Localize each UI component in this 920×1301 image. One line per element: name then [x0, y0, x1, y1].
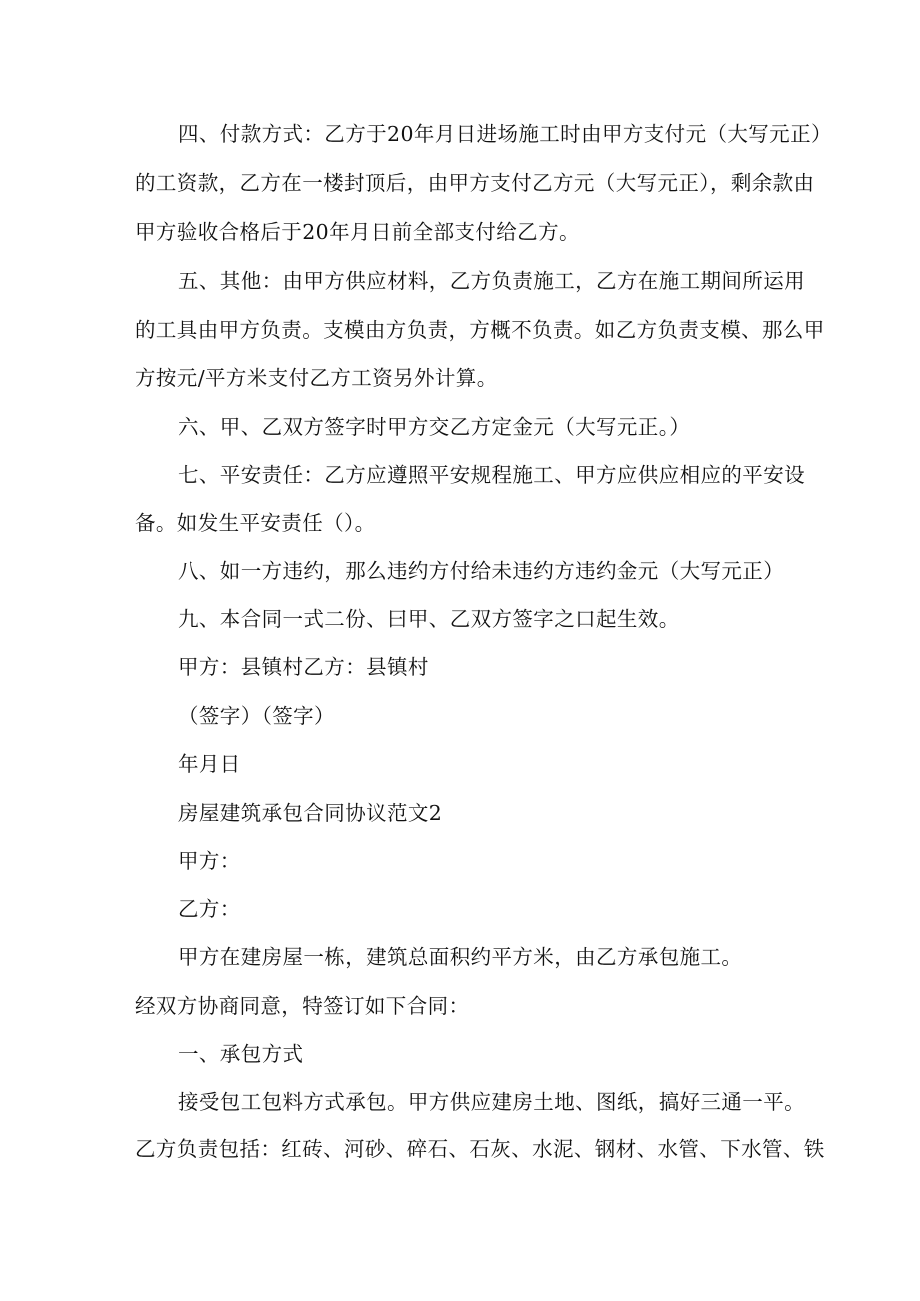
clause-4-payment-line-2: 的工资款，乙方在一楼封顶后，由甲方支付乙方元（大写元正），剩余款由: [135, 171, 815, 195]
clause-5-other-line-3: 方按元/平方米支付乙方工资另外计算。: [135, 366, 498, 390]
intro-line-1: 甲方在建房屋一栋，建筑总面积约平方米，由乙方承包施工。: [178, 945, 743, 969]
clause-4-payment-line-3: 甲方验收合格后于20年月日前全部支付给乙方。: [135, 220, 580, 244]
date-line: 年月日: [178, 752, 241, 776]
party-addresses: 甲方：县镇村乙方：县镇村: [178, 655, 429, 679]
clause-1-body-line-2: 乙方负责包括：红砖、河砂、碎石、石灰、水泥、钢材、水管、下水管、铁: [135, 1137, 825, 1161]
clause-1-body-line-1: 接受包工包料方式承包。甲方供应建房土地、图纸，搞好三通一平。: [178, 1090, 805, 1114]
signature-placeholders: （签字）（签字）: [178, 704, 335, 728]
clause-7-safety-line-1: 七、平安责任：乙方应遵照平安规程施工、甲方应供应相应的平安设: [178, 463, 805, 487]
clause-1-heading: 一、承包方式: [178, 1042, 304, 1066]
clause-5-other-line-1: 五、其他：由甲方供应材料，乙方负责施工，乙方在施工期间所运用: [178, 269, 805, 293]
section-heading: 房屋建筑承包合同协议范文2: [178, 801, 443, 825]
clause-5-other-line-2: 的工具由甲方负责。支模由方负责，方概不负责。如乙方负责支模、那么甲: [135, 318, 825, 342]
party-a-label: 甲方：: [178, 849, 241, 873]
clause-9-effect: 九、本合同一式二份、曰甲、乙双方签字之口起生效。: [178, 607, 680, 631]
party-b-label: 乙方：: [178, 897, 241, 921]
clause-8-breach: 八、如一方违约，那么违约方付给未违约方违约金元（大写元正）: [178, 559, 785, 583]
intro-line-2: 经双方协商同意，特签订如下合同：: [135, 994, 470, 1018]
clause-7-safety-line-2: 备。如发生平安责任（）。: [135, 511, 376, 535]
clause-4-payment-line-1: 四、付款方式：乙方于20年月日进场施工时由甲方支付元（大写元正）: [178, 122, 832, 146]
clause-6-deposit: 六、甲、乙双方签字时甲方交乙方定金元（大写元正。）: [178, 415, 691, 439]
